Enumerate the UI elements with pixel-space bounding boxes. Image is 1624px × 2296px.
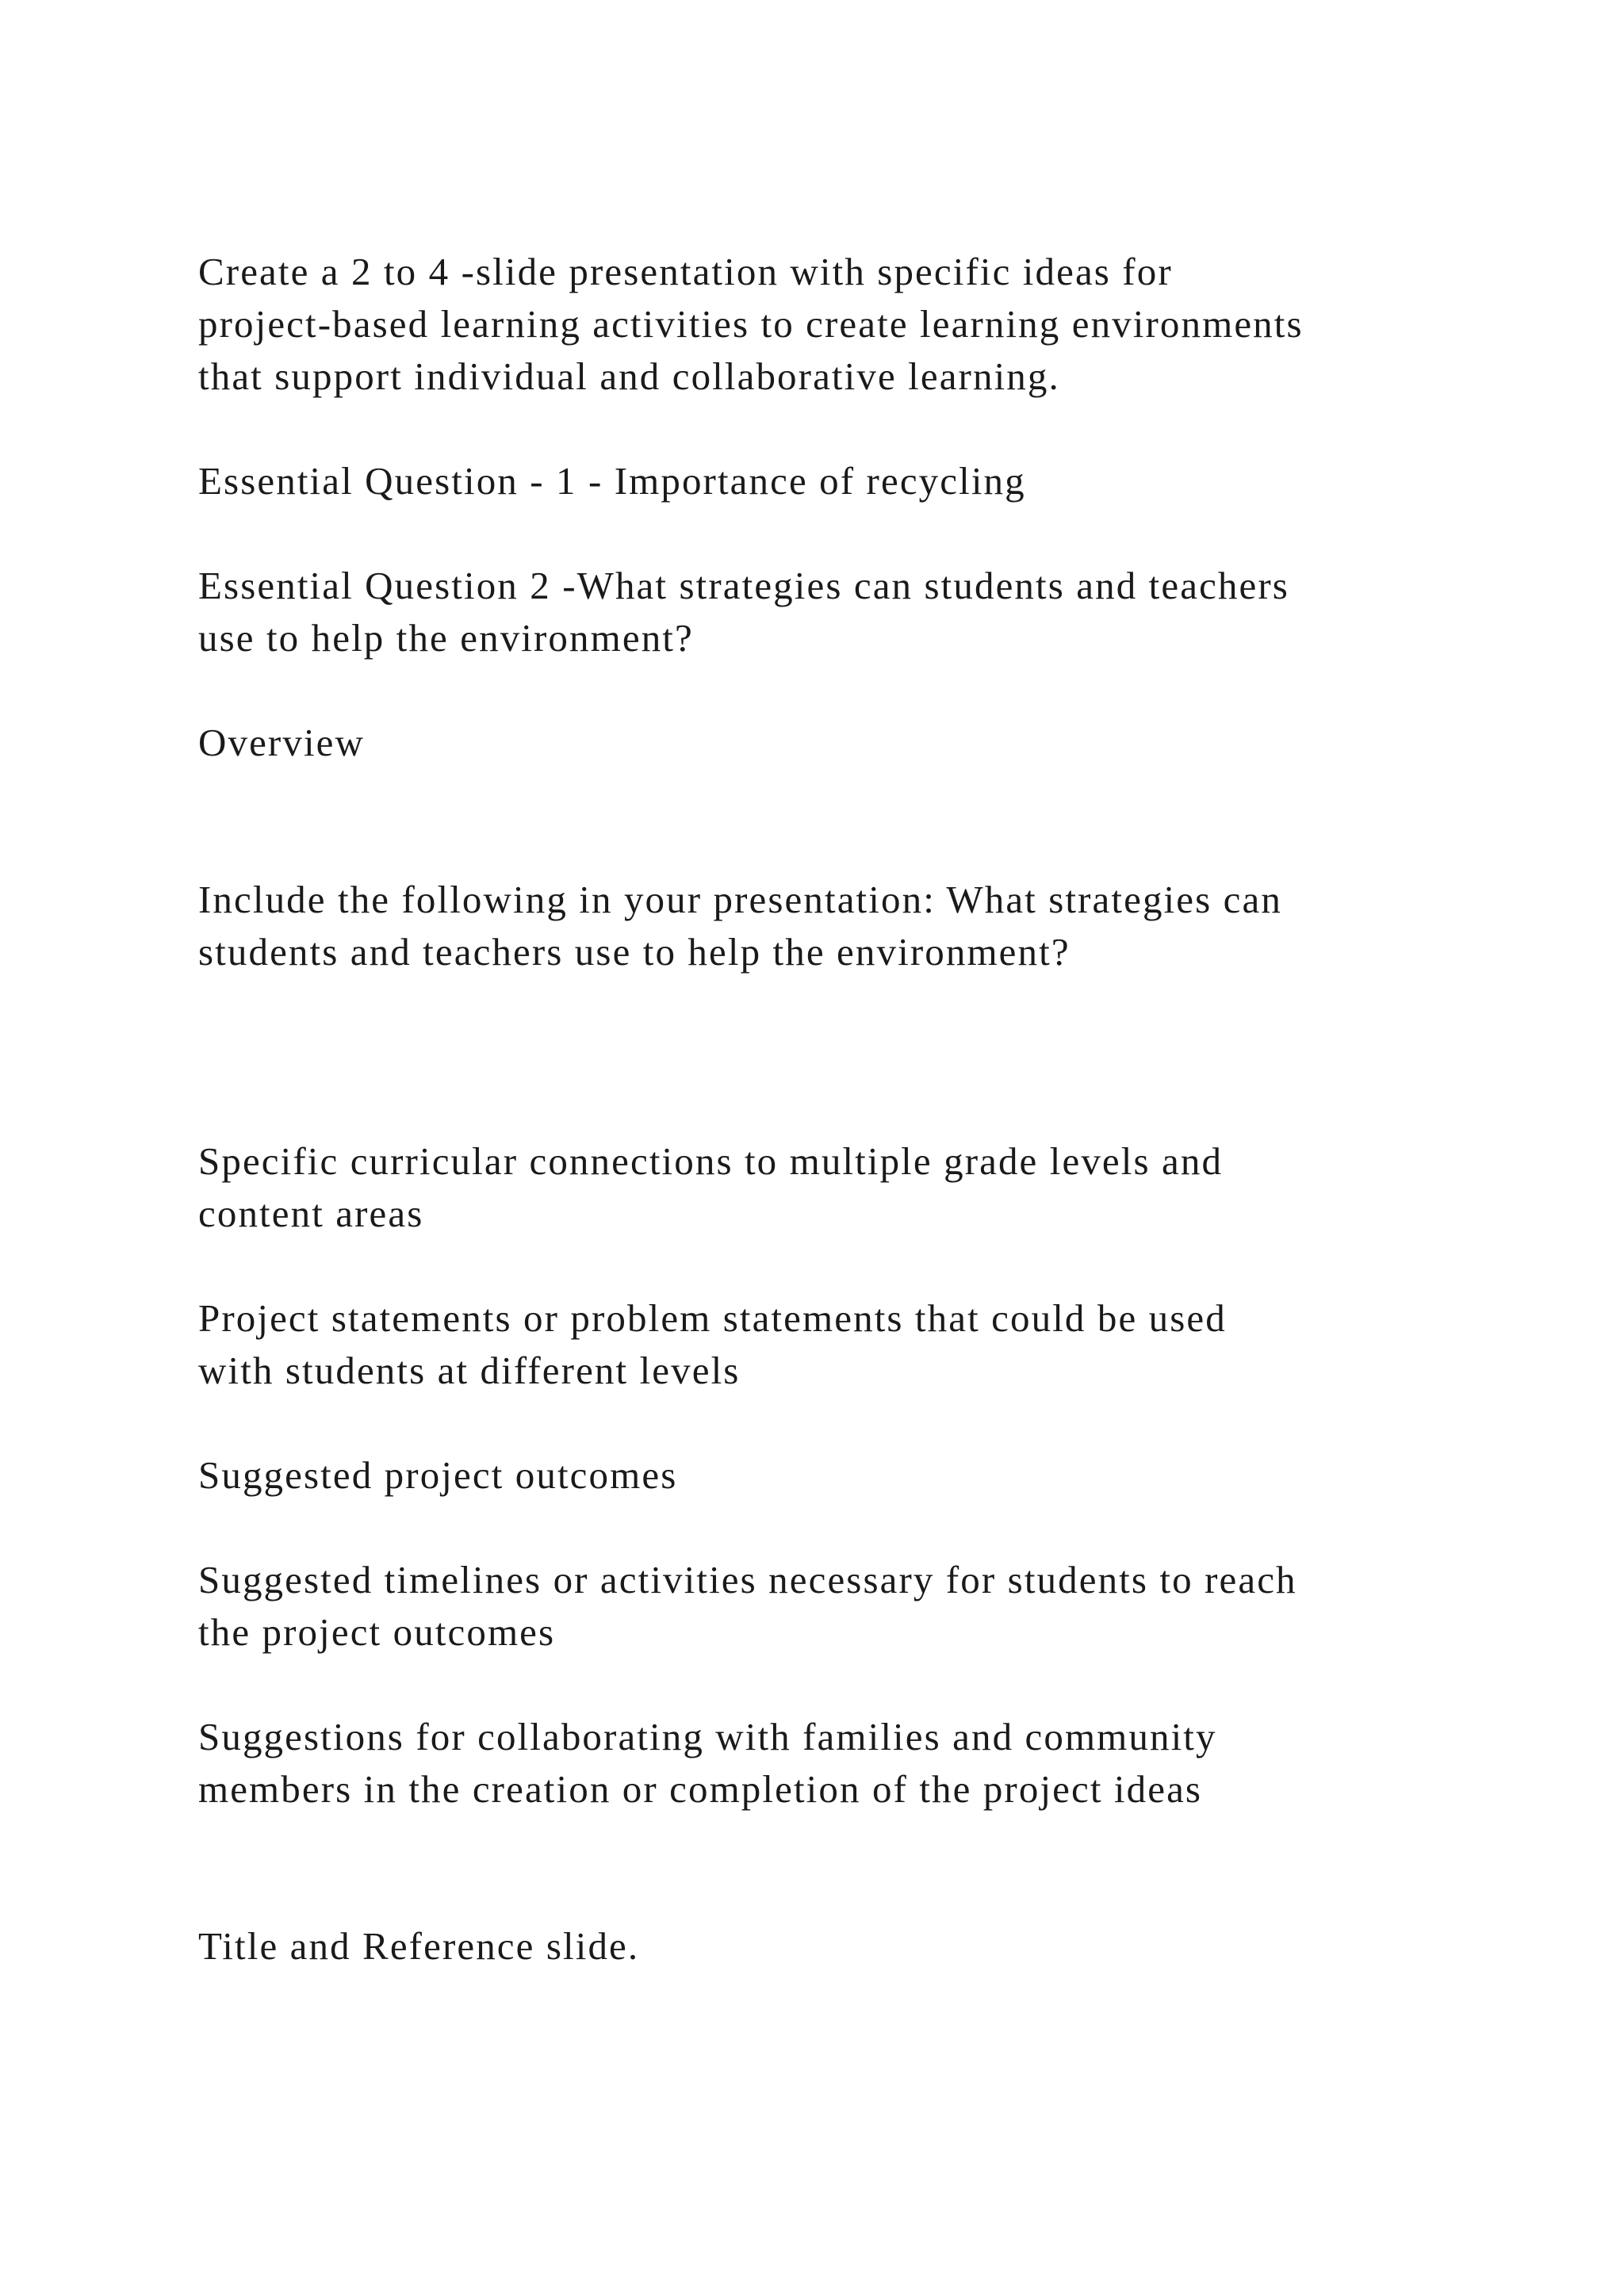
project-statements-item bbox=[198, 1292, 1499, 1397]
project-outcomes-item bbox=[198, 1449, 1499, 1502]
text-line: with students at different levels bbox=[198, 1349, 741, 1392]
text-line: Suggested project outcomes bbox=[198, 1453, 678, 1497]
paragraph-spacer bbox=[198, 1816, 1499, 1920]
text-line: members in the creation or completion of the project ideas bbox=[198, 1767, 1203, 1811]
paragraph-spacer bbox=[198, 1659, 1499, 1711]
paragraph-spacer bbox=[198, 1502, 1499, 1554]
text-line: students and teachers use to help the environment? bbox=[198, 930, 1071, 974]
intro-paragraph bbox=[198, 246, 1499, 403]
paragraph-spacer bbox=[198, 1397, 1499, 1449]
collaboration-item bbox=[198, 1711, 1499, 1816]
text-line: Overview bbox=[198, 721, 366, 764]
text-line: Project statements or problem statements that could be used bbox=[198, 1296, 1227, 1340]
paragraph-spacer bbox=[198, 769, 1499, 874]
paragraph-spacer bbox=[198, 403, 1499, 455]
paragraph-spacer bbox=[198, 1240, 1499, 1292]
text-line: Essential Question 2 -What strategies can students and teachers bbox=[198, 564, 1289, 607]
text-line: project-based learning activities to create learning environments bbox=[198, 302, 1304, 346]
essential-question-1 bbox=[198, 455, 1499, 507]
paragraph-spacer bbox=[198, 507, 1499, 560]
text-line: Specific curricular connections to multiple grade levels and bbox=[198, 1139, 1224, 1183]
text-line: that support individual and collaborative learning. bbox=[198, 354, 1060, 398]
text-line: Create a 2 to 4 -slide presentation with specific ideas for bbox=[198, 250, 1173, 293]
timelines-item bbox=[198, 1554, 1499, 1659]
curricular-connections-item bbox=[198, 1135, 1499, 1240]
paragraph-spacer bbox=[198, 978, 1499, 1135]
essential-question-2 bbox=[198, 560, 1499, 664]
title-reference-item bbox=[198, 1920, 1499, 1973]
paragraph-spacer bbox=[198, 664, 1499, 717]
document-body bbox=[198, 246, 1499, 1973]
text-line: Include the following in your presentation: What strategies can bbox=[198, 878, 1282, 921]
include-paragraph bbox=[198, 874, 1499, 978]
text-line: Title and Reference slide. bbox=[198, 1924, 640, 1968]
text-line: Suggested timelines or activities necessary for students to reach bbox=[198, 1558, 1297, 1601]
overview-heading bbox=[198, 717, 1499, 769]
text-line: Essential Question - 1 - Importance of recycling bbox=[198, 459, 1026, 503]
text-line: content areas bbox=[198, 1192, 424, 1235]
text-line: the project outcomes bbox=[198, 1610, 556, 1654]
text-line: use to help the environment? bbox=[198, 616, 694, 660]
text-line: Suggestions for collaborating with families and community bbox=[198, 1715, 1217, 1758]
